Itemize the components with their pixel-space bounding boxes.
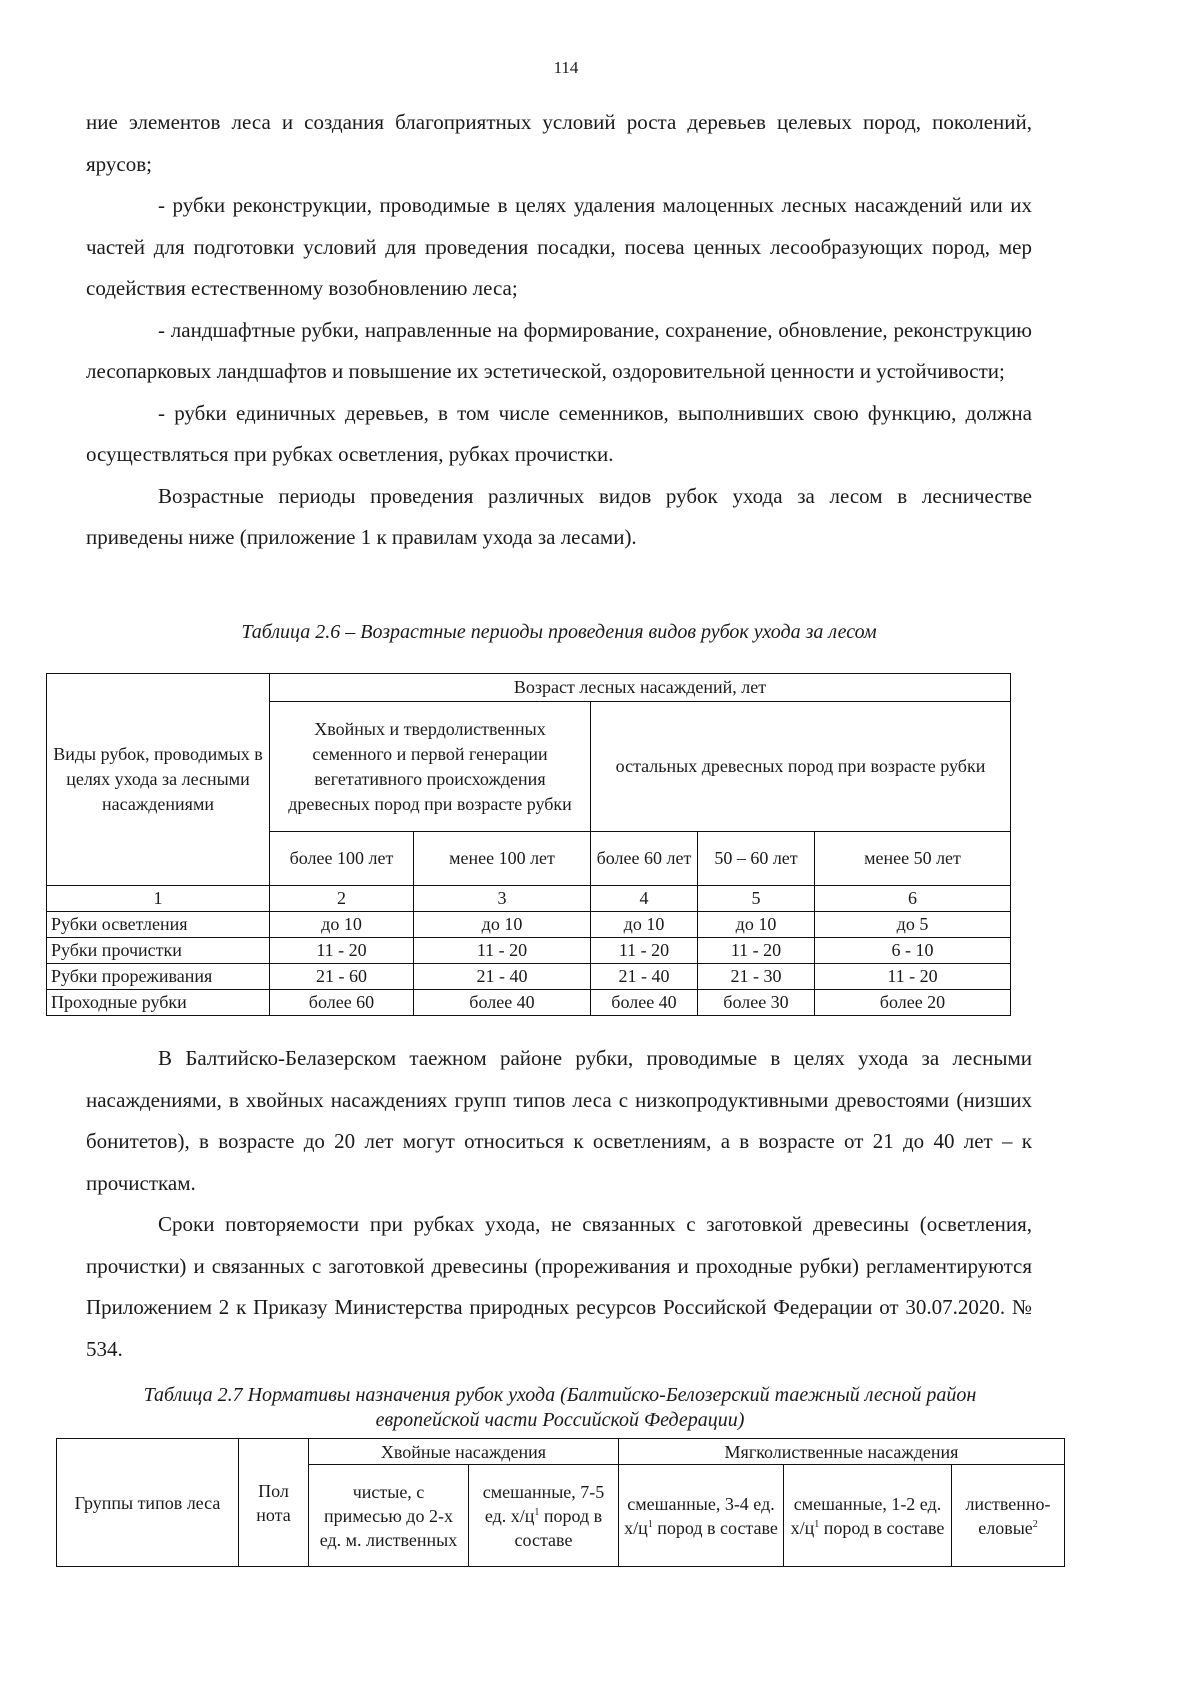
header-text: пород в составе (823, 1517, 945, 1538)
header-conifer-stands: Хвойные насаждения (309, 1439, 619, 1465)
footnote-marker: 2 (1032, 1518, 1038, 1530)
footnote-marker: 1 (814, 1518, 820, 1530)
header-sub: 50 – 60 лет (698, 832, 815, 886)
header-cut-types: Виды рубок, проводимых в целях ухода за лесными насаждениями (47, 674, 270, 886)
table-cell: более 60 (270, 990, 414, 1016)
header-text: пород в составе (514, 1505, 603, 1550)
table-cell: более 40 (591, 990, 698, 1016)
table-2-7 (56, 1438, 1065, 1567)
column-number: 4 (591, 886, 698, 912)
paragraph: - рубки реконструкции, проводимые в целях удаления малоценных лесных насаждений или их частей для подготовки условий для проведения посадки, посева ценных лесообразующих пород, мер содействия естественному возобновлению леса; (86, 193, 1032, 300)
table-cell: 6 - 10 (815, 938, 1011, 964)
header-density: Пол нота (239, 1439, 309, 1567)
table-cell: 11 - 20 (698, 938, 815, 964)
column-number: 5 (698, 886, 815, 912)
header-stand-age: Возраст лесных насаждений, лет (270, 674, 1011, 702)
table-row (47, 938, 1011, 964)
table-2-6 (46, 673, 1011, 1016)
row-label: Проходные рубки (47, 990, 270, 1016)
table-cell: более 40 (414, 990, 591, 1016)
header-sub: менее 100 лет (414, 832, 591, 886)
header-mixed-1-2 (784, 1465, 952, 1567)
table-2-7-caption: Таблица 2.7 Нормативы назначения рубок ухода (Балтийско-Белозерский таежный лесной район европейской части Российской Федерации) (143, 1384, 977, 1431)
table-2-6-caption: Таблица 2.6 – Возрастные периоды проведения видов рубок ухода за лесом (241, 621, 877, 643)
header-mixed-7-5 (469, 1465, 619, 1567)
header-sub: менее 50 лет (815, 832, 1011, 886)
header-pure: чистые, с примесью до 2-х ед. м. лиственных (309, 1465, 469, 1567)
table-cell: более 20 (815, 990, 1011, 1016)
table-cell: 11 - 20 (591, 938, 698, 964)
column-number: 2 (270, 886, 414, 912)
table-cell: до 5 (815, 912, 1011, 938)
table-cell: 11 - 20 (815, 964, 1011, 990)
table-cell: 21 - 60 (270, 964, 414, 990)
header-text: смешанные, 7-5 ед. х/ц (482, 1481, 605, 1526)
table-cell: 11 - 20 (414, 938, 591, 964)
paragraph: В Балтийско-Белазерском таежном районе рубки, проводимые в целях ухода за лесными насаждениями, в хвойных насаждениях групп типов леса с низкопродуктивными древостоями (низших бонитетов), в возрасте до 20 лет могут относиться к осветлениям, а в возрасте от 21 до 40 лет – к прочисткам. (86, 1046, 1032, 1195)
table-row (47, 990, 1011, 1016)
table-cell: более 30 (698, 990, 815, 1016)
paragraph: Сроки повторяемости при рубках ухода, не связанных с заготовкой древесины (осветления, прочистки) и связанных с заготовкой древесины (прореживания и проходные рубки) регламентируются Приложением 2 к Приказу Министерства природных ресурсов Российской Федерации от 30.07.2020. № 534. (86, 1212, 1032, 1361)
table-cell: до 10 (591, 912, 698, 938)
table-cell: 11 - 20 (270, 938, 414, 964)
column-number: 6 (815, 886, 1011, 912)
table-row (47, 912, 1011, 938)
footnote-marker: 1 (647, 1518, 653, 1530)
table-cell: до 10 (414, 912, 591, 938)
page-number: 114 (553, 58, 579, 77)
row-label: Рубки прореживания (47, 964, 270, 990)
table-row (47, 964, 1011, 990)
top-text-block (86, 102, 1032, 559)
header-sub: более 60 лет (591, 832, 698, 886)
table-cell: до 10 (270, 912, 414, 938)
header-conifer: Хвойных и твердолиственных семенного и первой генерации вегетативного происхождения древесных пород при возрасте рубки (270, 702, 591, 832)
paragraph: - ландшафтные рубки, направленные на формирование, сохранение, обновление, реконструкцию лесопарковых ландшафтов и повышение их эстетической, оздоровительной ценности и устойчивости; (86, 317, 1032, 383)
table-cell: 21 - 40 (591, 964, 698, 990)
footnote-marker: 1 (534, 1506, 540, 1518)
header-softwood-stands: Мягколиственные насаждения (619, 1439, 1065, 1465)
header-deciduous-spruce (952, 1465, 1065, 1567)
header-other-species: остальных древесных пород при возрасте рубки (591, 702, 1011, 832)
header-text: смешанные, 3-4 ед. х/ц (624, 1493, 775, 1538)
column-number: 3 (414, 886, 591, 912)
column-number: 1 (47, 886, 270, 912)
header-forest-type-groups: Группы типов леса (57, 1439, 239, 1567)
header-text: лиственно-еловые (965, 1493, 1051, 1538)
header-text: смешанные, 1-2 ед. х/ц (790, 1493, 942, 1538)
table-cell: до 10 (698, 912, 815, 938)
header-text: пород в составе (657, 1517, 778, 1538)
row-label: Рубки прочистки (47, 938, 270, 964)
paragraph: ние элементов леса и создания благоприятных условий роста деревьев целевых пород, поколений, ярусов; (86, 110, 1032, 176)
row-label: Рубки осветления (47, 912, 270, 938)
header-mixed-3-4 (619, 1465, 784, 1567)
header-sub: более 100 лет (270, 832, 414, 886)
paragraph: - рубки единичных деревьев, в том числе семенников, выполнивших свою функцию, должна осуществляться при рубках осветления, рубках прочистки. (86, 400, 1032, 466)
paragraph: Возрастные периоды проведения различных видов рубок ухода за лесом в лесничестве приведены ниже (приложение 1 к правилам ухода за лесами). (86, 483, 1032, 549)
middle-text-block (86, 1038, 1032, 1370)
table-cell: 21 - 30 (698, 964, 815, 990)
table-cell: 21 - 40 (414, 964, 591, 990)
